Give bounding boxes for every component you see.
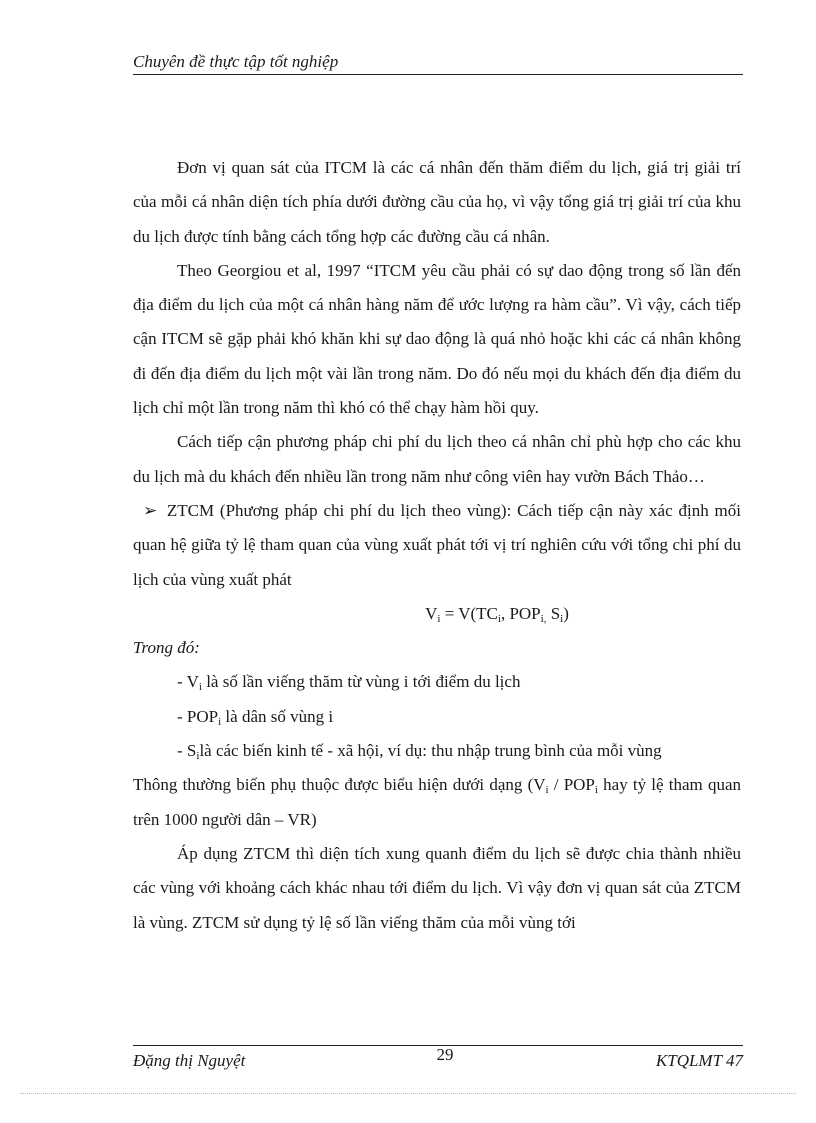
definition-item-3: - $S_ilà$ các biến kinh tế - xã hội, ví dụ: thu nhập trung bình của mỗi vùng bbox=[177, 741, 662, 763]
paragraph-1: Đơn vị quan sát của ITCM là các cá nhân đến thăm điểm du lịch, giá trị giải trí của mỗi cá nhân diện tích phía dưới đường cầu của họ, vì vậy tổng giá trị giải trí của khu du lịch được tính bằng cách tổng hợp các đường cầu cá nhân. bbox=[133, 158, 741, 246]
paragraph-5: Áp dụng ZTCM thì diện tích xung quanh điểm du lịch sẽ được chia thành nhiều các vùng với khoảng cách khác nhau tới điểm du lịch. Vì vậy đơn vị quan sát của ZTCM là vùng. ZTCM sử dụng tỷ lệ số lần viếng thăm của mỗi vùng tới bbox=[133, 843, 741, 932]
where-label: Trong đó: bbox=[133, 638, 200, 658]
arrow-bullet-icon: ➢ bbox=[143, 500, 158, 520]
footer-author: Đặng thị Nguyệt bbox=[133, 1051, 246, 1070]
footer-class: KTQLMT 47 bbox=[655, 1051, 743, 1070]
bullet-text: ZTCM (Phương pháp chi phí du lịch theo vùng): Cách tiếp cận này xác định mối quan hệ giữa tỷ lệ tham quan của vùng xuất phát tới vị trí nghiên cứu với tổng chi phí du lịch của vùng xuất phát bbox=[133, 500, 741, 589]
definition-item-1: - $V_i$ là số lần viếng thăm từ vùng i tới điểm du lịch bbox=[177, 672, 521, 694]
formula: $V_i = V(TC_i$, $POP_{i,}$ $S_i$) bbox=[425, 603, 569, 625]
header-title: Chuyên đề thực tập tốt nghiệp bbox=[133, 52, 339, 71]
bullet-paragraph bbox=[133, 494, 741, 597]
page-edge-divider bbox=[20, 1093, 796, 1094]
page-body bbox=[133, 151, 741, 940]
page-header bbox=[133, 50, 743, 75]
paragraph-2: Theo Georgiou et al, 1997 “ITCM yêu cầu phải có sự dao động trong số lần đến địa điểm du lịch của một cá nhân hàng năm để ước lượng ra hàm cầu”. Vì vậy, cách tiếp cận ITCM sẽ gặp phải khó khăn khi sự dao động là quá nhỏ hoặc khi các cá nhân không đi đến địa điểm du lịch một vài lần trong năm. Do đó nếu mọi du khách đến địa điểm du lịch chỉ một lần trong năm thì khó có thể chạy hàm hồi quy. bbox=[133, 260, 741, 418]
paragraph-4: Thông thường biến phụ thuộc được biểu hiện dưới dạng ($V_i / POP_i$ hay tỷ lệ tham quan trên 1000 người dân – VR) bbox=[133, 775, 742, 829]
paragraph-3: Cách tiếp cận phương pháp chi phí du lịch theo cá nhân chỉ phù hợp cho các khu du lịch mà du khách đến nhiều lần trong năm như công viên hay vườn Bách Thảo… bbox=[133, 432, 741, 486]
definition-item-2: - $POP_i$ là dân số vùng i bbox=[177, 706, 334, 728]
page-number: 29 bbox=[436, 1045, 454, 1064]
